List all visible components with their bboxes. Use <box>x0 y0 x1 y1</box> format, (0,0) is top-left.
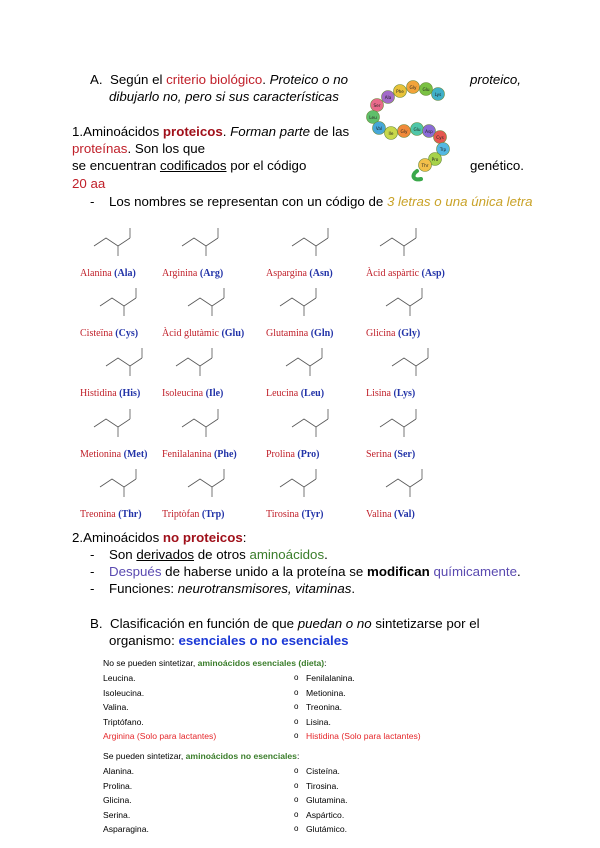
section-a-proteico: proteico, <box>470 72 521 87</box>
amino-acid-code: (Arg) <box>199 268 224 279</box>
bullet-despues: Después de haberse unido a la proteína se modifican químicamente. <box>109 564 521 579</box>
list-item: Cisteína. <box>306 766 340 776</box>
amino-acid-label <box>266 509 366 520</box>
amino-acid-label <box>366 268 466 279</box>
amino-acid-structure <box>266 222 366 266</box>
no-esenciales-heading: Se pueden sintetizar, aminoácidos no esenciales: <box>103 751 300 761</box>
chain-bead-label: Ala <box>384 94 392 100</box>
amino-acid-structure <box>162 403 262 447</box>
amino-acid-code: (Trp) <box>201 509 225 520</box>
list-item: Triptófano. <box>103 716 144 727</box>
amino-acid-card <box>366 403 466 463</box>
amino-acid-name: Histidina <box>80 388 120 399</box>
amino-acid-structure <box>162 282 262 326</box>
amino-acid-structure <box>266 463 366 507</box>
amino-acid-code: (Thr) <box>118 509 142 520</box>
list-item: Alanina. <box>103 766 135 776</box>
amino-acid-name: Arginina <box>162 268 200 279</box>
amino-acid-name: Aspargina <box>266 268 310 279</box>
amino-acid-code: (Cys) <box>115 328 139 339</box>
chain-bead-label: Glu <box>413 126 421 132</box>
amino-acid-name: Isoleucina <box>162 388 206 399</box>
chain-bead-label: Val <box>375 125 383 131</box>
amino-acid-structure <box>162 342 262 386</box>
bullet-circle-icon: o <box>294 716 299 726</box>
amino-acid-code: (Tyr) <box>301 509 324 520</box>
amino-acid-card <box>266 222 366 282</box>
list-item-note: Histidina (Solo para lactantes) <box>306 731 421 741</box>
amino-acid-name: Lisina <box>366 388 394 399</box>
dash-1: - <box>90 547 95 562</box>
amino-acid-code: (Phe) <box>213 449 237 460</box>
chain-bead-label: Asp <box>425 128 433 134</box>
amino-acid-structure <box>162 222 262 266</box>
list-item: Leucina. <box>103 673 136 683</box>
section-a-line2: dibujarlo no, pero si sus características <box>109 89 339 104</box>
amino-acid-card <box>266 403 366 463</box>
amino-acid-code: (Val) <box>394 509 415 520</box>
amino-acid-label <box>162 328 262 339</box>
section-b-line1: B. Clasificación en función de que puedan o no sintetizarse por el <box>90 616 480 631</box>
chain-bead-label: Ser <box>373 102 381 108</box>
chain-bead-label: Gly <box>409 84 417 90</box>
amino-acid-structure <box>366 403 466 447</box>
list-item: Asparagina. <box>103 824 149 834</box>
amino-acid-card <box>266 342 366 402</box>
aa-count: 20 aa <box>72 176 106 191</box>
amino-acid-structure <box>366 222 466 266</box>
bullet-circle-icon: o <box>294 766 299 775</box>
bullet-circle-icon: o <box>294 731 299 740</box>
list-item: Tirosina. <box>306 780 339 791</box>
bullet-nombres-dash: - <box>90 194 95 209</box>
amino-acid-card <box>266 282 366 342</box>
list-item: Valina. <box>103 702 129 712</box>
chain-bead-label: Leu <box>369 114 377 120</box>
amino-acid-label <box>162 449 262 460</box>
chain-bead-label: Thr <box>421 162 429 168</box>
amino-acid-code: (Met) <box>123 449 148 460</box>
amino-acid-name: Serina <box>366 449 395 460</box>
amino-acid-name: Fenilalanina <box>162 449 214 460</box>
dash-3: - <box>90 581 95 596</box>
bullet-nombres: Los nombres se representan con un código de 3 letras o una única letra <box>109 194 533 209</box>
esenciales-heading: No se pueden sintetizar, aminoácidos esenciales (dieta): <box>103 658 327 668</box>
chain-bead-label: Lys <box>434 91 442 97</box>
amino-acid-name: Prolina <box>266 449 298 460</box>
list-item: Metionina. <box>306 687 346 698</box>
amino-acid-code: (Ile) <box>205 388 224 399</box>
amino-acid-name: Tirosina <box>266 509 302 520</box>
amino-acid-code: (Leu) <box>300 388 325 399</box>
amino-acid-structure <box>366 463 466 507</box>
amino-acid-name: Metionina <box>80 449 124 460</box>
amino-acid-name: Leucina <box>266 388 301 399</box>
amino-acid-name: Treonina <box>80 509 119 520</box>
amino-acid-label <box>162 509 262 520</box>
bullet-circle-icon: o <box>294 780 299 790</box>
proteicos-genetico: genético. <box>470 158 524 173</box>
chain-bead-label: Cys <box>436 134 444 140</box>
bullet-circle-icon: o <box>294 702 299 711</box>
amino-acid-card <box>162 282 262 342</box>
amino-acid-structure <box>366 342 466 386</box>
list-item: Isoleucina. <box>103 687 145 698</box>
amino-acid-label <box>266 328 366 339</box>
bullet-circle-icon: o <box>294 673 299 682</box>
chain-tail <box>414 171 421 179</box>
amino-acid-code: (Ala) <box>114 268 136 279</box>
amino-acid-card <box>162 342 262 402</box>
chain-bead-label: Phe <box>396 88 404 94</box>
amino-acid-structure <box>266 403 366 447</box>
criterio-biologico: criterio biológico <box>166 72 263 87</box>
bullet-derivados: Son derivados de otros aminoácidos. <box>109 547 328 562</box>
bullet-circle-icon: o <box>294 687 299 697</box>
amino-acid-code: (Glu) <box>221 328 245 339</box>
bullet-circle-icon: o <box>294 795 299 804</box>
chain-bead-label: Gly <box>400 128 408 134</box>
bullet-circle-icon: o <box>294 809 299 819</box>
list-item: Treonina. <box>306 702 342 712</box>
peptide-chain-illustration <box>355 75 465 185</box>
amino-acid-code: (Lys) <box>393 388 416 399</box>
amino-acid-structure <box>162 463 262 507</box>
proteicos-line2: proteínas. Son los que <box>72 141 206 156</box>
list-item: Glicina. <box>103 795 132 805</box>
section-b-line2: organismo: esenciales o no esenciales <box>109 633 349 648</box>
amino-acid-code: (Gln) <box>310 328 334 339</box>
amino-acid-card <box>366 282 466 342</box>
dash-2: - <box>90 564 95 579</box>
chain-bead-label: Ile <box>388 130 394 136</box>
chain-bead-label: Trp <box>439 146 447 152</box>
list-item: Glutámico. <box>306 824 348 834</box>
bullet-funciones: Funciones: neurotransmisores, vitaminas. <box>109 581 356 596</box>
list-item: Glutamina. <box>306 795 348 805</box>
proteicos-line1: 1.Aminoácidos proteicos. Forman parte de las <box>72 124 350 139</box>
amino-acid-name: Valina <box>366 509 395 520</box>
amino-acid-name: Glutamina <box>266 328 311 339</box>
amino-acid-card <box>366 463 466 523</box>
section-a-line1: A. Según el criterio biológico. Proteico o no <box>90 72 348 87</box>
amino-acid-card <box>366 342 466 402</box>
amino-acid-card <box>266 463 366 523</box>
amino-acid-card <box>162 222 262 282</box>
amino-acid-label <box>366 449 466 460</box>
amino-acid-label <box>266 449 366 460</box>
list-item: Prolina. <box>103 780 133 791</box>
list-item: Fenilalanina. <box>306 673 355 683</box>
amino-acid-name: Alanina <box>80 268 115 279</box>
amino-acid-code: (Asp) <box>421 268 445 279</box>
amino-acid-code: (Ser) <box>394 449 416 460</box>
section-b-marker: B. <box>90 616 103 631</box>
amino-acid-name: Triptòfan <box>162 509 202 520</box>
amino-acid-card <box>162 463 262 523</box>
amino-acid-code: (Pro) <box>297 449 320 460</box>
no-proteicos-title: 2.Aminoácidos no proteicos: <box>72 530 247 545</box>
proteicos-line3: se encuentran codificados por el código <box>72 158 307 173</box>
list-item: Serina. <box>103 809 131 820</box>
list-item-note: Arginina (Solo para lactantes) <box>103 731 217 741</box>
amino-acid-label <box>266 268 366 279</box>
amino-acid-card <box>366 222 466 282</box>
section-a-marker: A. <box>90 72 103 87</box>
proteicos-keyword: proteicos <box>162 124 223 139</box>
amino-acid-label <box>366 388 466 399</box>
amino-acid-label <box>366 509 466 520</box>
amino-acid-code: (His) <box>119 388 141 399</box>
amino-acid-card <box>162 403 262 463</box>
amino-acid-name: Cisteïna <box>80 328 116 339</box>
chain-bead-label: Pro <box>431 156 439 162</box>
amino-acid-name: Glicina <box>366 328 398 339</box>
amino-acid-name: Àcid aspàrtic <box>366 268 422 279</box>
amino-acid-name: Àcid glutàmic <box>162 328 222 339</box>
amino-acid-label <box>162 388 262 399</box>
amino-acid-label <box>162 268 262 279</box>
amino-acid-label <box>266 388 366 399</box>
amino-acid-structure <box>366 282 466 326</box>
amino-acid-structure <box>266 282 366 326</box>
amino-acid-structure <box>266 342 366 386</box>
amino-acid-code: (Gly) <box>397 328 421 339</box>
chain-bead-label: Glu <box>422 86 430 92</box>
bullet-circle-icon: o <box>294 824 299 833</box>
amino-acid-label <box>366 328 466 339</box>
list-item: Aspártico. <box>306 809 345 820</box>
amino-acid-code: (Asn) <box>309 268 333 279</box>
list-item: Lisina. <box>306 716 331 727</box>
